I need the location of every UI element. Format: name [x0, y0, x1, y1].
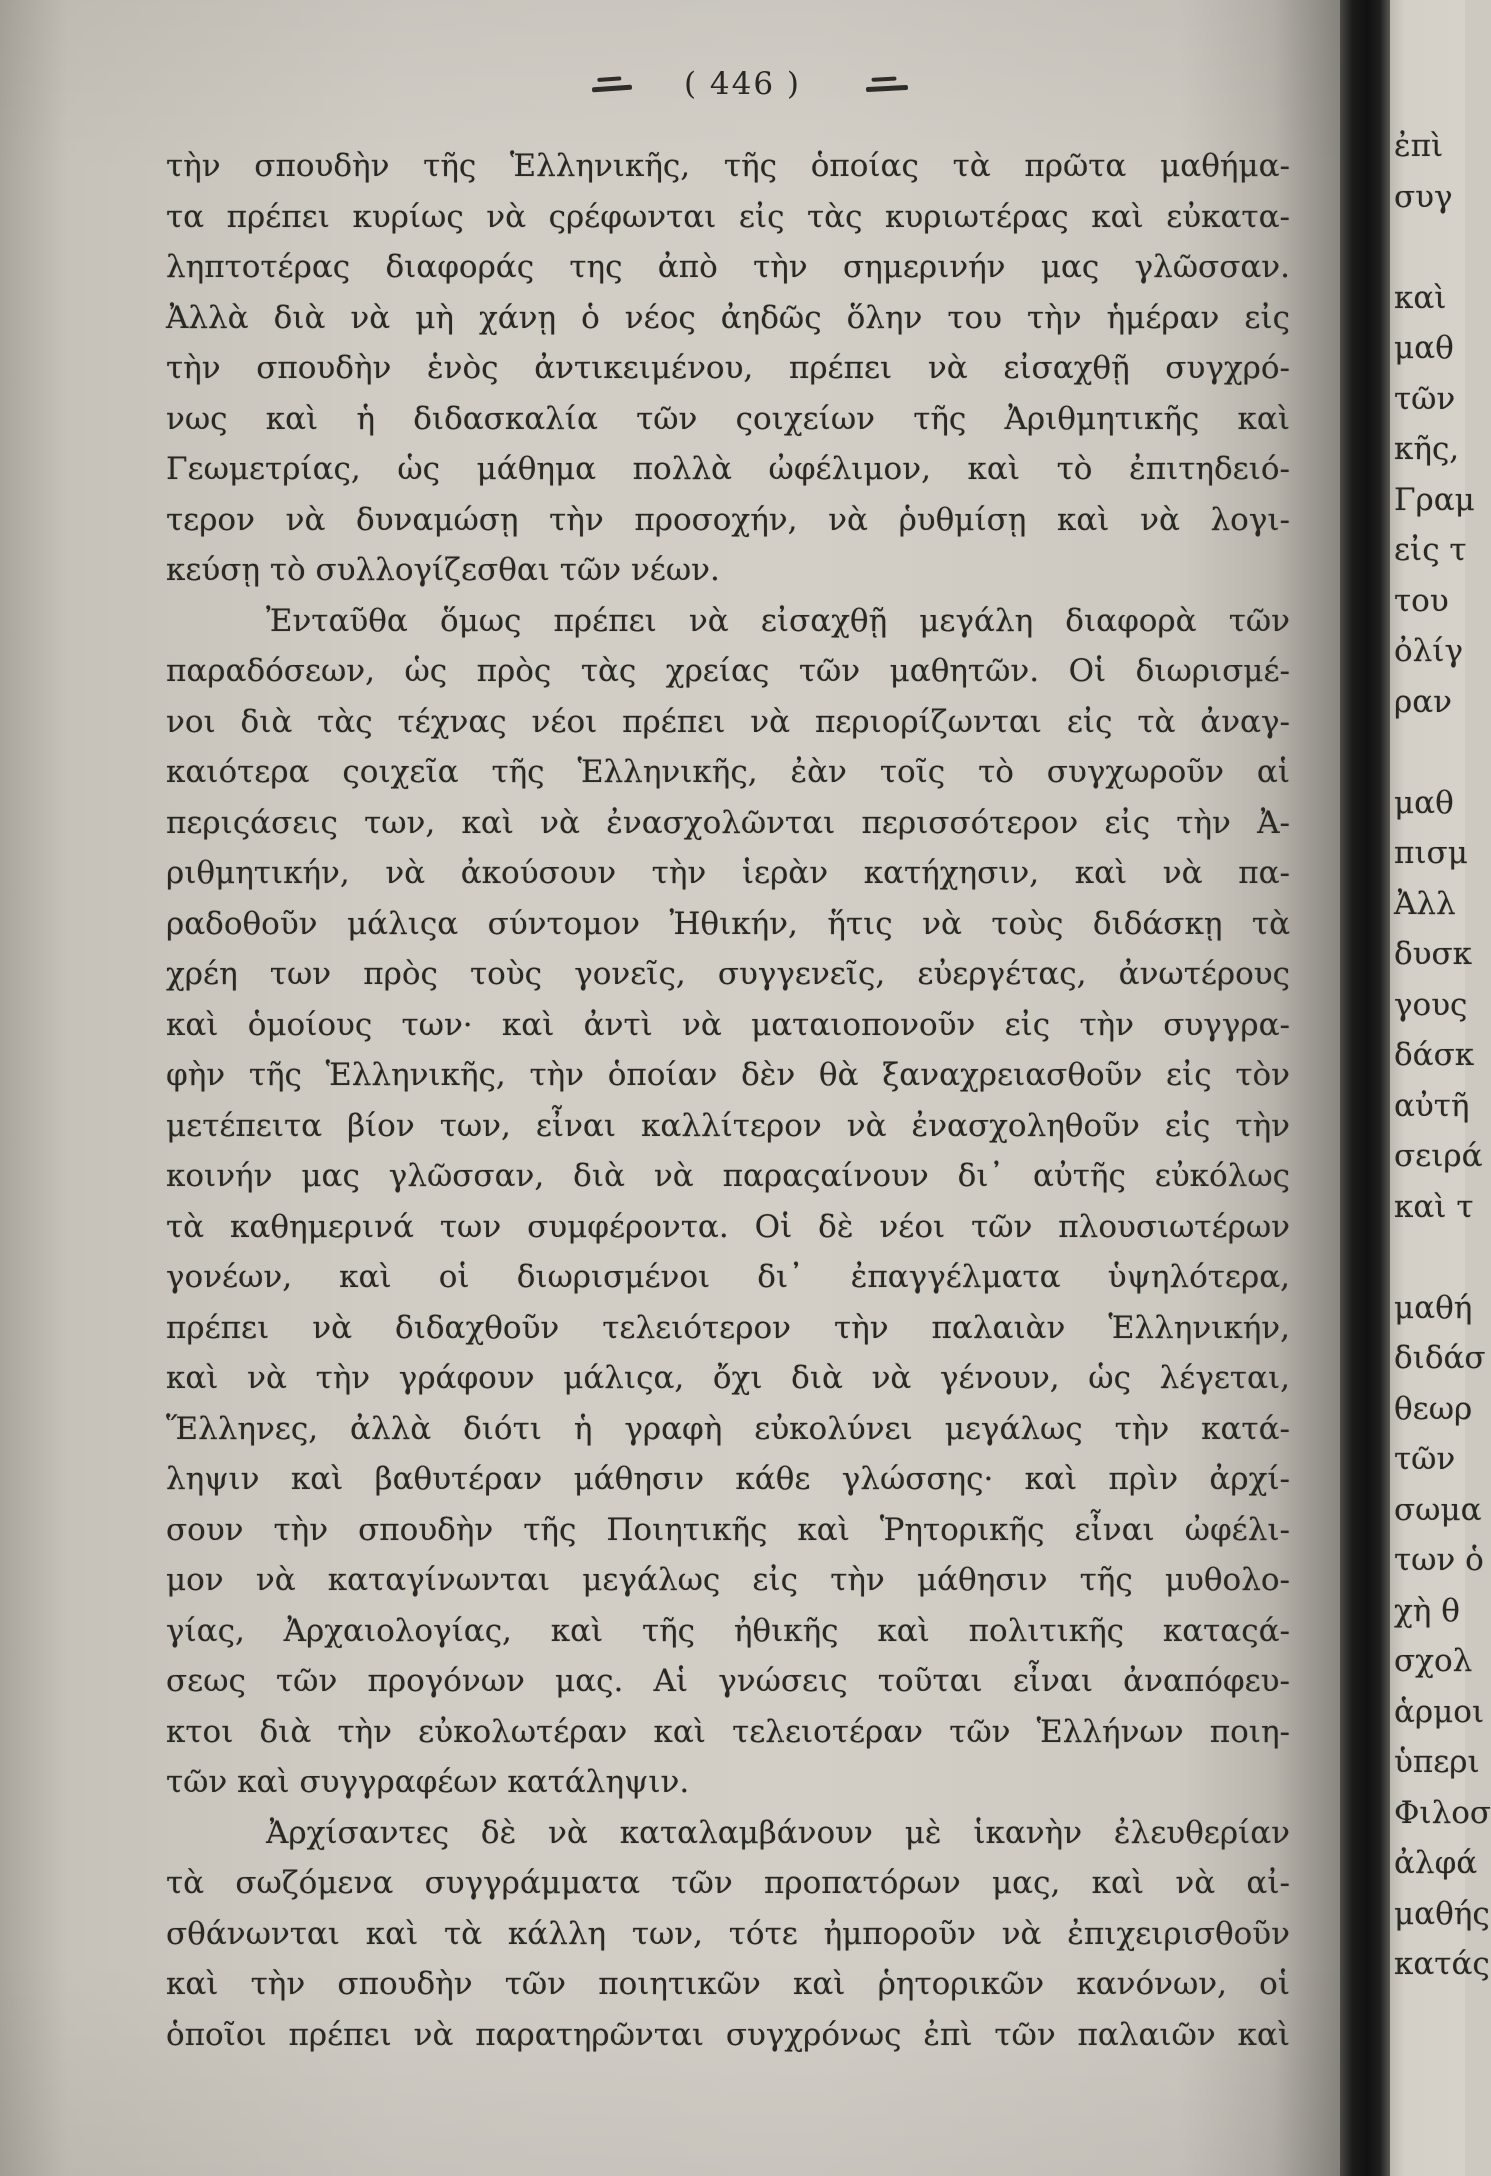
facing-page-line: πισμ — [1394, 835, 1468, 871]
text-line: κτοι διὰ τὴν εὐκολωτέραν καὶ τελειοτέραν τῶν Ἑλλήνων ποιη- — [166, 1713, 1290, 1750]
body-text — [166, 141, 1290, 2060]
text-line: τὰ καθημερινά των συμφέροντα. Οἱ δὲ νέοι τῶν πλουσιωτέρων — [166, 1208, 1290, 1245]
facing-page-line: καὶ τ — [1394, 1188, 1474, 1225]
facing-page-line: τῶν — [1394, 1441, 1456, 1477]
facing-page-line: ἀλφά — [1394, 1845, 1478, 1881]
text-line: γίας, Ἀρχαιολογίας, καὶ τῆς ἠθικῆς καὶ πολιτικῆς καταςά- — [166, 1612, 1290, 1649]
facing-page-line: αὐτῆ — [1394, 1087, 1470, 1124]
facing-page-line: δυσκ — [1394, 936, 1473, 972]
text-line: καὶ τὴν σπουδὴν τῶν ποιητικῶν καὶ ῥητορικῶν κανόνων, οἱ — [166, 1966, 1290, 2002]
text-line: τὴν σπουδὴν ἑνὸς ἀντικειμένου, πρέπει νὰ εἰσαχθῇ συγχρό- — [166, 350, 1290, 386]
facing-page-line: κατάς — [1394, 1946, 1490, 1982]
text-line: Γεωμετρίας, ὡς μάθημα πολλὰ ὠφέλιμον, καὶ τὸ ἐπιτηδειό- — [166, 451, 1290, 487]
facing-page-line: Ἀλλ — [1394, 885, 1456, 922]
text-line: σθάνωνται καὶ τὰ κάλλη των, τότε ἠμποροῦν νὰ ἐπιχειρισθοῦν — [166, 1915, 1290, 1952]
text-line: γονέων, καὶ οἱ διωρισμένοι δι᾽ ἐπαγγέλματα ὑψηλότερα, — [166, 1259, 1290, 1295]
header-ornament-left — [592, 85, 632, 93]
facing-page-text — [1394, 121, 1491, 1990]
book-spine — [1340, 0, 1390, 2176]
facing-page-line: ραν — [1394, 683, 1453, 720]
facing-page-line: ἁρμοι — [1394, 1693, 1485, 1730]
text-line: κοινήν μας γλῶσσαν, διὰ νὰ παραςαίνουν δι᾽ αὐτῆς εὐκόλως — [166, 1158, 1290, 1194]
text-line: σουν τὴν σπουδὴν τῆς Ποιητικῆς καὶ Ῥητορικῆς εἶναι ὠφέλι- — [166, 1511, 1290, 1548]
facing-page-line: ἐπὶ — [1394, 128, 1444, 164]
facing-page-line: διδάσ — [1394, 1340, 1486, 1376]
text-line: τὴν σπουδὴν τῆς Ἑλληνικῆς, τῆς ὁποίας τὰ πρῶτα μαθήμα- — [166, 148, 1290, 184]
text-line: τὰ σωζόμενα συγγράμματα τῶν προπατόρων μας, καὶ νὰ αἰ- — [166, 1865, 1290, 1901]
facing-page-blank — [1394, 1232, 1465, 1283]
facing-page-line: καὶ — [1394, 279, 1447, 316]
text-line: καιότερα ςοιχεῖα τῆς Ἑλληνικῆς, ἐὰν τοῖς τὸ συγχωροῦν αἱ — [166, 754, 1290, 790]
text-line: κεύσῃ τὸ συλλογίζεσθαι τῶν νέων. — [166, 552, 720, 588]
text-line: ὁποῖοι πρέπει νὰ παρατηρῶνται συγχρόνως ἐπὶ τῶν παλαιῶν καὶ — [166, 2016, 1290, 2053]
facing-page-line: κῆς, — [1394, 431, 1460, 467]
text-line: πρέπει νὰ διδαχθοῦν τελειότερον τὴν παλαιὰν Ἑλληνικήν, — [166, 1309, 1290, 1346]
text-line: Ἕλληνες, ἀλλὰ διότι ἡ γραφὴ εὐκολύνει μεγάλως τὴν κατά- — [166, 1410, 1290, 1447]
text-line: φὴν τῆς Ἑλληνικῆς, τὴν ὁποίαν δὲν θὰ ξαναχρειασθοῦν εἰς τὸν — [166, 1057, 1290, 1093]
facing-page-line: του — [1394, 582, 1449, 619]
facing-page-line: Φιλοσ — [1394, 1794, 1491, 1831]
facing-page-line: δάσκ — [1394, 1037, 1475, 1073]
text-line: μον νὰ καταγίνωνται μεγάλως εἰς τὴν μάθησιν τῆς μυθολο- — [166, 1562, 1290, 1598]
text-line: νοι διὰ τὰς τέχνας νέοι πρέπει νὰ περιορίζωνται εἰς τὰ ἀναγ- — [166, 703, 1290, 740]
header-ornament-right — [866, 85, 908, 92]
facing-page-line: χὴ θ — [1394, 1592, 1460, 1629]
paragraph-first-line: Ἀρχίσαντες δὲ νὰ καταλαμβάνουν μὲ ἱκανὴν ἐλευθερίαν — [266, 1814, 1290, 1851]
text-line: ληπτοτέρας διαφοράς της ἀπὸ τὴν σημερινήν μας γλῶσσαν. — [166, 249, 1290, 285]
facing-page-line: μαθή — [1394, 1289, 1473, 1326]
text-line: τῶν καὶ συγγραφέων κατάληψιν. — [166, 1764, 690, 1800]
facing-page-line: σωμα — [1394, 1491, 1482, 1528]
text-line: μετέπειτα βίον των, εἶναι καλλίτερον νὰ ἐνασχοληθοῦν εἰς τὴν — [166, 1107, 1290, 1144]
facing-page-line: των ὁ — [1394, 1542, 1484, 1578]
facing-page-line: ὑπερι — [1394, 1744, 1480, 1780]
facing-page-line: ὀλίγ — [1394, 633, 1463, 669]
text-line: τα πρέπει κυρίως νὰ ςρέφωνται εἰς τὰς κυριωτέρας καὶ εὐκατα- — [166, 198, 1290, 235]
facing-page — [1390, 0, 1491, 2176]
text-line: παραδόσεων, ὡς πρὸς τὰς χρείας τῶν μαθητῶν. Οἱ διωρισμέ- — [166, 653, 1290, 689]
text-line: καὶ νὰ τὴν γράφουν μάλιςα, ὄχι διὰ νὰ γένουν, ὡς λέγεται, — [166, 1360, 1290, 1396]
text-line: Ἀλλὰ διὰ νὰ μὴ χάνῃ ὁ νέος ἀηδῶς ὅλην του τὴν ἡμέραν εἰς — [166, 299, 1290, 336]
facing-page-blank — [1394, 222, 1465, 273]
text-line: καὶ ὁμοίους των· καὶ ἀντὶ νὰ ματαιοπονοῦν εἰς τὴν συγγρα- — [166, 1006, 1290, 1043]
facing-page-line: Γραμ — [1394, 481, 1475, 518]
facing-page-line: μαθής — [1394, 1895, 1490, 1932]
facing-page-line: γους — [1394, 986, 1468, 1023]
facing-page-line: τῶν — [1394, 380, 1456, 417]
text-line: νως καὶ ἡ διδασκαλία τῶν ςοιχείων τῆς Ἀριθμητικῆς καὶ — [166, 400, 1290, 437]
text-line: ριθμητικήν, νὰ ἀκούσουν τὴν ἱερὰν κατήχησιν, καὶ νὰ πα- — [166, 855, 1290, 891]
paragraph-first-line: Ἐνταῦθα ὅμως πρέπει νὰ εἰσαχθῇ μεγάλη διαφορὰ τῶν — [266, 602, 1290, 639]
text-line: ληψιν καὶ βαθυτέραν μάθησιν κάθε γλώσσης· καὶ πρὶν ἀρχί- — [166, 1461, 1290, 1497]
facing-page-line: σειρά — [1394, 1138, 1483, 1174]
text-line: χρέη των πρὸς τοὺς γονεῖς, συγγενεῖς, εὐεργέτας, ἀνωτέρους — [166, 956, 1290, 992]
facing-page-line: συγ — [1394, 178, 1453, 215]
text-line: περιςάσεις των, καὶ νὰ ἐνασχολῶνται περισσότερον εἰς τὴν Ἀ- — [166, 804, 1290, 841]
facing-page-blank — [1394, 727, 1465, 778]
facing-page-line: θεωρ — [1394, 1390, 1473, 1427]
facing-page-line: εἰς τ — [1394, 532, 1467, 568]
facing-page-line: μαθ — [1394, 784, 1454, 821]
text-line: τερον νὰ δυναμώσῃ τὴν προσοχήν, νὰ ῥυθμίσῃ καὶ νὰ λογι- — [166, 501, 1290, 538]
facing-page-line: μαθ — [1394, 330, 1454, 366]
page-number: ( 446 ) — [683, 66, 802, 102]
text-line: ραδοθοῦν μάλιςα σύντομον Ἠθικήν, ἥτις νὰ τοὺς διδάσκῃ τὰ — [166, 905, 1290, 942]
text-line: σεως τῶν προγόνων μας. Αἱ γνώσεις τοῦται εἶναι ἀναπόφευ- — [166, 1663, 1290, 1699]
facing-page-line: σχολ — [1394, 1643, 1473, 1679]
